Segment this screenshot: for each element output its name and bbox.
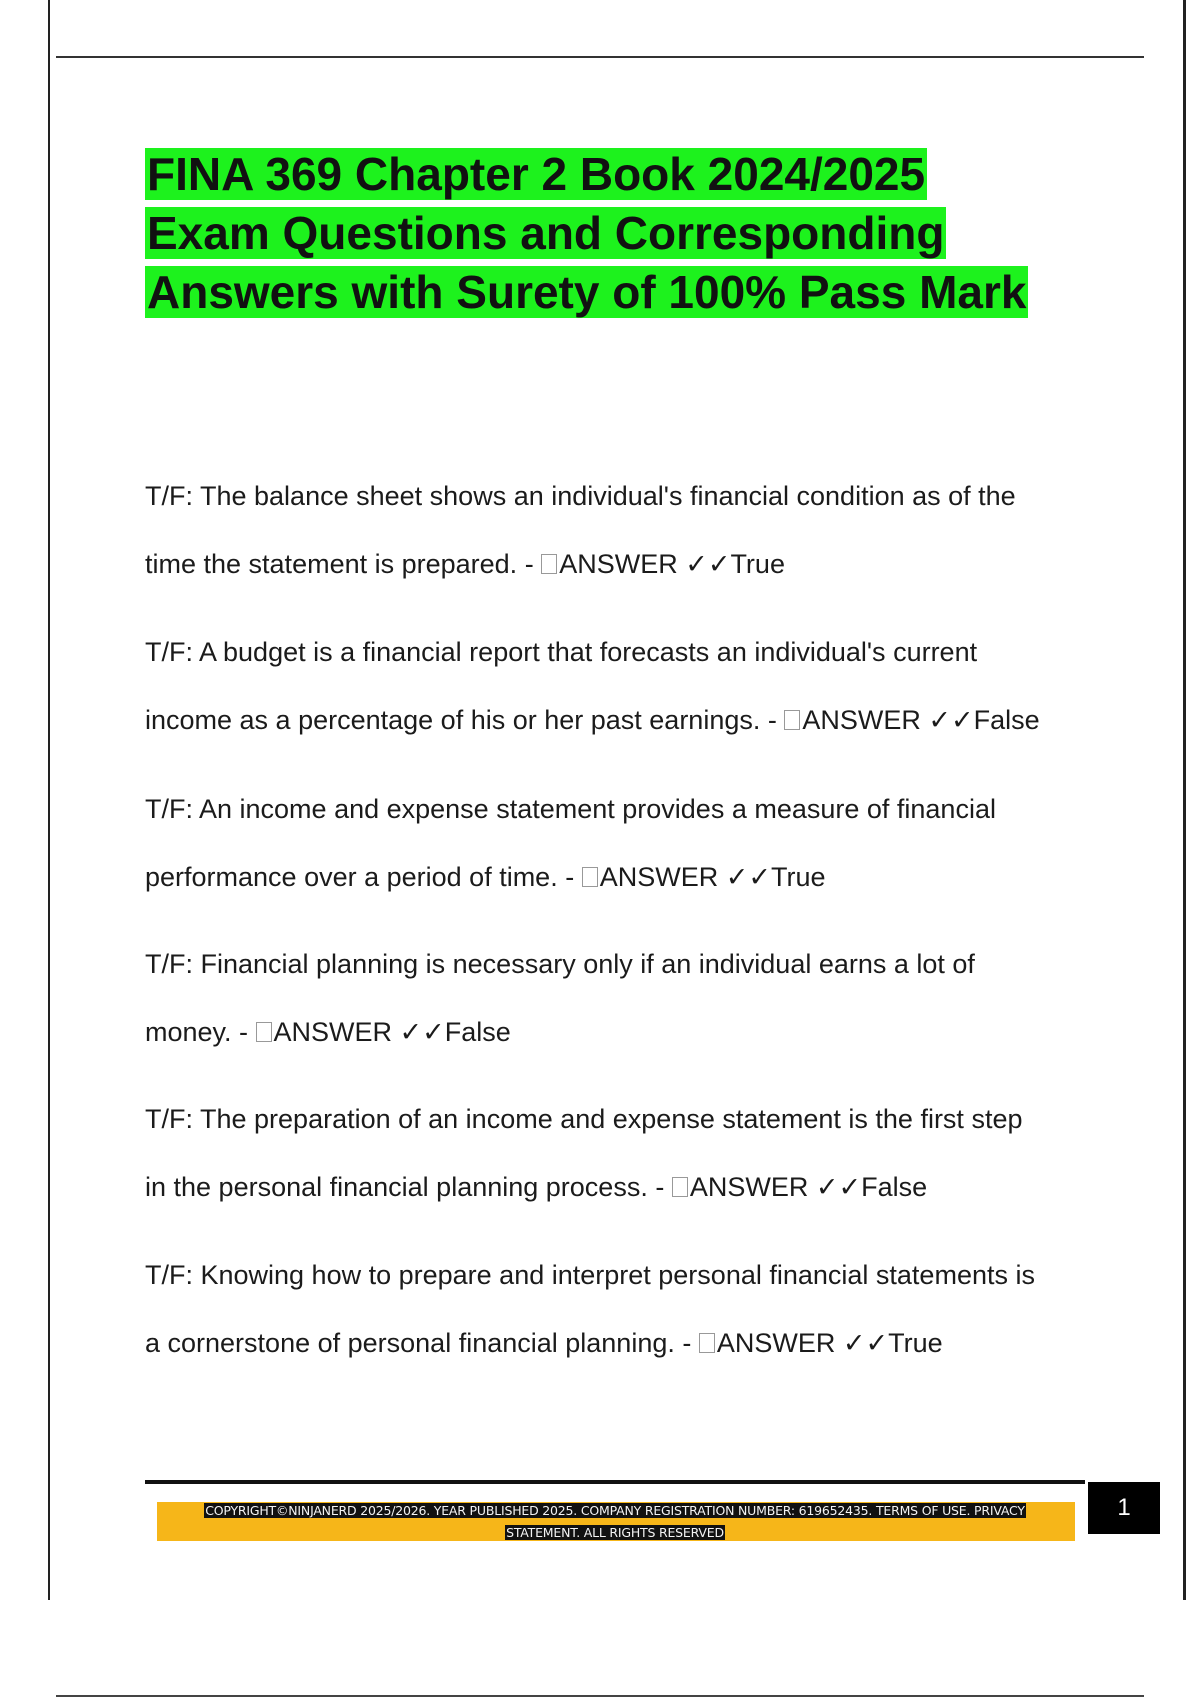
page-number: 1 [1088,1482,1160,1534]
header-rule [56,56,1144,58]
question-text-cont: a cornerstone of personal financial planning. - [145,1328,699,1358]
question-text: T/F: The balance sheet shows an individual's financial condition as of the [145,481,1016,511]
copyright-line-2: STATEMENT. ALL RIGHTS RESERVED [506,1525,724,1540]
question-1 [145,462,1105,598]
question-3 [145,775,1105,911]
answer-box-icon [699,1333,715,1353]
question-text: T/F: Financial planning is necessary only if an individual earns a lot of [145,949,975,979]
answer-box-icon [784,710,800,730]
title-line-2: Exam Questions and Corresponding [147,207,945,259]
question-4 [145,930,1105,1066]
answer: ANSWER ✓✓False [273,1017,511,1047]
answer: ANSWER ✓✓True [559,549,785,579]
title-line-1: FINA 369 Chapter 2 Book 2024/2025 [147,148,926,200]
question-5 [145,1085,1105,1221]
title-line-3: Answers with Surety of 100% Pass Mark [147,266,1027,318]
question-text: T/F: Knowing how to prepare and interpret personal financial statements is [145,1260,1035,1290]
question-text-cont: performance over a period of time. - [145,862,582,892]
answer-box-icon [582,867,598,887]
answer: ANSWER ✓✓True [599,862,826,892]
copyright-notice [170,1500,1060,1544]
answer-box-icon [256,1022,272,1042]
question-text-cont: in the personal financial planning process. - [145,1172,672,1202]
page-border-left [48,0,50,1600]
question-text: T/F: The preparation of an income and expense statement is the first step [145,1104,1023,1134]
copyright-line-1: COPYRIGHT©NINJANERD 2025/2026. YEAR PUBLISHED 2025. COMPANY REGISTRATION NUMBER: 619652435. TERMS OF USE. PRIVACY [205,1503,1025,1518]
footer-rule [145,1480,1085,1484]
question-text-cont: income as a percentage of his or her past earnings. - [145,705,785,735]
question-2 [145,618,1105,754]
answer: ANSWER ✓✓False [689,1172,928,1202]
question-text: T/F: A budget is a financial report that forecasts an individual's current [145,637,978,667]
answer-box-icon [672,1177,688,1197]
bottom-rule [56,1695,1144,1697]
document-title [145,145,1085,322]
answer: ANSWER ✓✓False [802,705,1040,735]
answer: ANSWER ✓✓True [716,1328,943,1358]
question-text: T/F: An income and expense statement provides a measure of financial [145,794,996,824]
question-text-cont: money. - [145,1017,256,1047]
question-text-cont: time the statement is prepared. - [145,549,542,579]
answer-box-icon [541,554,557,574]
page-border-right [1183,0,1186,1600]
question-6 [145,1241,1105,1377]
